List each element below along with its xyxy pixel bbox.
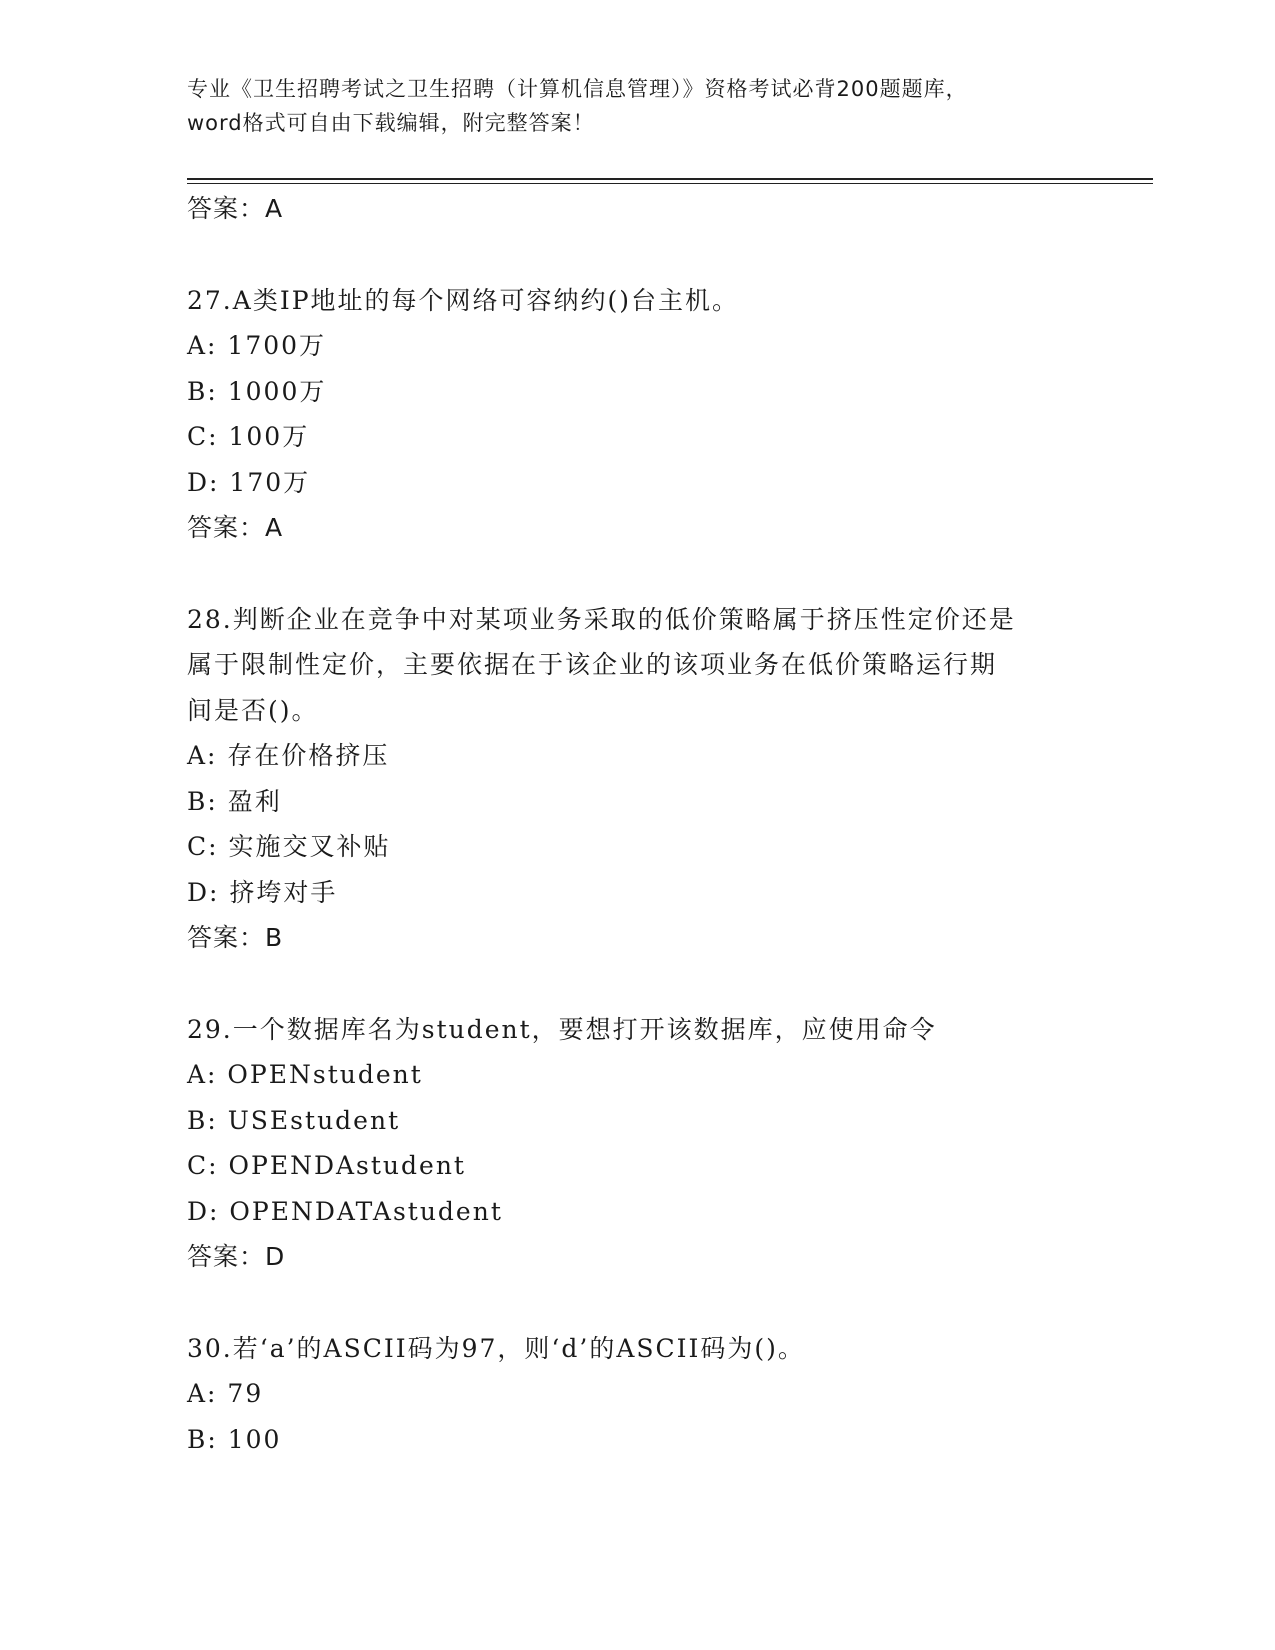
spacer bbox=[187, 961, 1087, 1007]
option-a: A: 79 bbox=[187, 1379, 264, 1408]
spacer bbox=[187, 232, 1087, 278]
option-c: C: OPENDAstudent bbox=[187, 1151, 466, 1180]
option-d: D: 挤垮对手 bbox=[187, 877, 338, 907]
question-text: 29.一个数据库名为student，要想打开该数据库，应使用命令 bbox=[187, 1014, 937, 1044]
header-rule-thin bbox=[187, 183, 1153, 184]
question-30 bbox=[187, 1326, 1087, 1463]
answer: 答案：D bbox=[187, 1242, 286, 1271]
option-c: C: 实施交叉补贴 bbox=[187, 832, 391, 861]
option-a: A: 1700万 bbox=[187, 331, 327, 360]
option-b: B: 100 bbox=[187, 1424, 282, 1454]
answer: 答案：B bbox=[187, 923, 284, 952]
spacer bbox=[187, 1280, 1087, 1326]
option-a: A: 存在价格挤压 bbox=[187, 741, 390, 770]
question-text-line-2: 属于限制性定价，主要依据在于该企业的该项业务在低价策略运行期 bbox=[187, 650, 998, 679]
answer-26: 答案：A bbox=[187, 194, 284, 223]
option-b: B: USEstudent bbox=[187, 1105, 401, 1135]
question-27 bbox=[187, 278, 1087, 551]
answer: 答案：A bbox=[187, 513, 284, 542]
header-line-1: 专业《卫生招聘考试之卫生招聘（计算机信息管理）》资格考试必背200题题库， bbox=[187, 77, 968, 101]
option-d: D: 170万 bbox=[187, 467, 311, 497]
question-text: 30.若‘a’的ASCII码为97，则‘d’的ASCII码为()。 bbox=[187, 1333, 805, 1363]
option-d: D: OPENDATAstudent bbox=[187, 1196, 503, 1226]
header-rule-thick bbox=[187, 178, 1153, 180]
question-28 bbox=[187, 597, 1087, 961]
question-text-line-3: 间是否()。 bbox=[187, 695, 319, 725]
spacer bbox=[187, 551, 1087, 597]
document-header bbox=[187, 72, 1087, 140]
option-a: A: OPENstudent bbox=[187, 1060, 423, 1089]
header-line-2: word格式可自由下载编辑，附完整答案！ bbox=[187, 111, 595, 135]
question-29 bbox=[187, 1007, 1087, 1280]
question-text: 27.A类IP地址的每个网络可容纳约()台主机。 bbox=[187, 285, 740, 315]
option-b: B: 盈利 bbox=[187, 786, 282, 816]
question-list bbox=[187, 186, 1087, 1462]
option-b: B: 1000万 bbox=[187, 376, 327, 406]
option-c: C: 100万 bbox=[187, 422, 310, 451]
question-text-line-1: 28.判断企业在竞争中对某项业务采取的低价策略属于挤压性定价还是 bbox=[187, 604, 1016, 634]
